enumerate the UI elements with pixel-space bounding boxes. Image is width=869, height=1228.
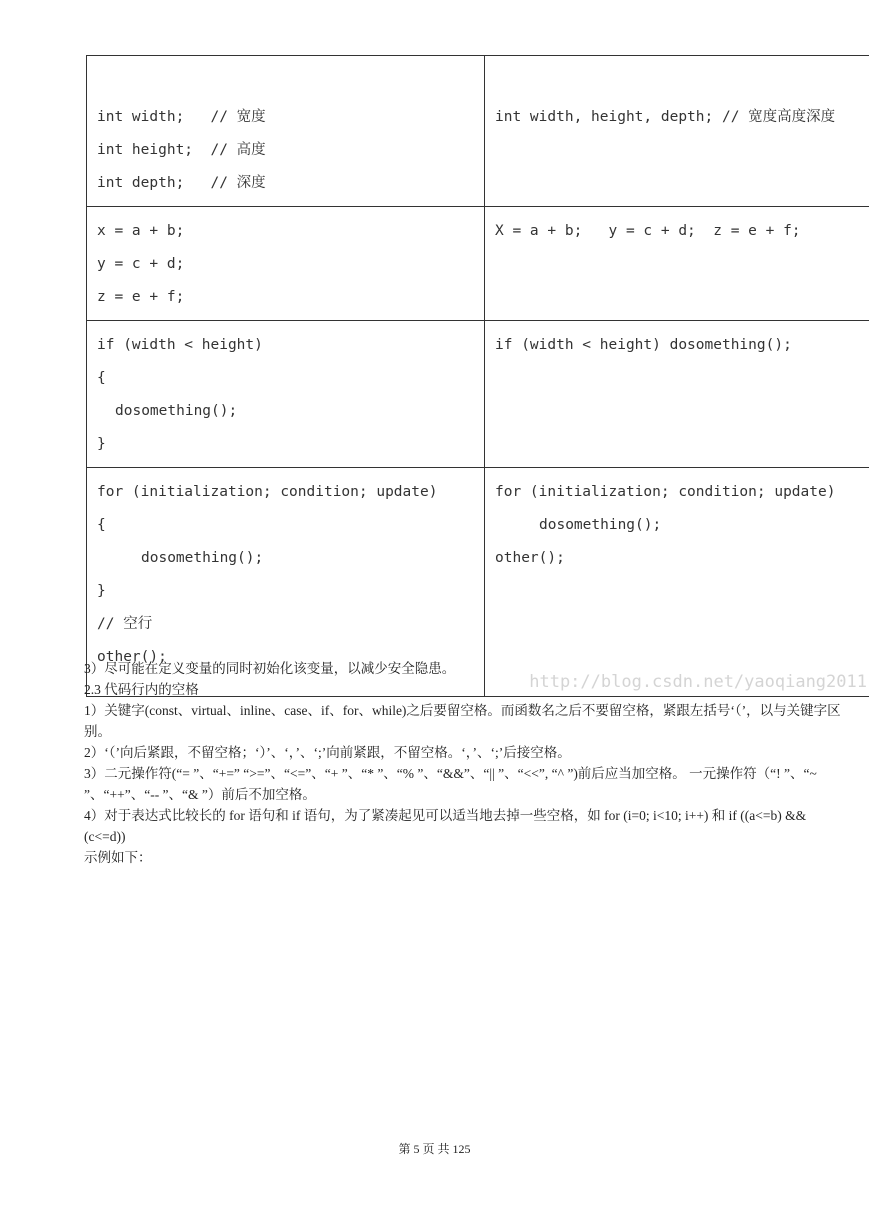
code-line: dosomething(); xyxy=(539,517,662,533)
table-cell-left xyxy=(87,321,485,468)
code-line: int height; // 高度 xyxy=(97,142,266,158)
paragraph: 2）‘（’向后紧跟，不留空格；‘）’、‘，’、‘;’向前紧跟，不留空格。‘，’、‘;’后接空格。 xyxy=(84,745,571,760)
code-line: // 空行 xyxy=(97,616,153,632)
table-cell-left xyxy=(87,207,485,321)
code-line: { xyxy=(97,517,106,533)
code-line: y = c + d; xyxy=(97,256,185,272)
table-cell-left xyxy=(87,56,485,207)
table-row xyxy=(87,56,869,207)
table-cell-right xyxy=(485,321,869,468)
table-row xyxy=(87,207,869,321)
code-line: x = a + b; xyxy=(97,223,185,239)
table-cell-right xyxy=(485,207,869,321)
code-line: dosomething(); xyxy=(141,550,264,566)
section-heading: 2.3 代码行内的空格 xyxy=(84,682,199,697)
code-line: { xyxy=(97,370,106,386)
code-line: z = e + f; xyxy=(97,289,185,305)
code-line: if (width < height) dosomething(); xyxy=(495,337,792,353)
code-line: } xyxy=(97,436,106,452)
code-line: dosomething(); xyxy=(115,403,238,419)
paragraph: 4）对于表达式比较长的 for 语句和 if 语句，为了紧凑起见可以适当地去掉一些空格，如 for (i=0; i<10; i++) 和 if ((a<=b) && (c<=d)) xyxy=(84,808,807,844)
code-line: other(); xyxy=(97,649,167,665)
paragraph: 3）二元操作符(“= ”、“+=” “>=”、“<=”、“+ ”、“* ”、“% ”、“&&”、“|| ”、“<<”, “^ ”)前后应当加空格。 一元操作符（“! ”、“~ ”、“++”、“-- ”、“& ”）前后不加空格。 xyxy=(84,766,817,802)
code-line: if (width < height) xyxy=(97,337,263,353)
code-line: } xyxy=(97,583,106,599)
table-row xyxy=(87,321,869,468)
code-line: int width; // 宽度 xyxy=(97,109,266,125)
code-line: for (initialization; condition; update) xyxy=(495,484,836,500)
watermark: http://blog.csdn.net/yaoqiang2011 xyxy=(529,672,867,692)
code-comparison-table xyxy=(86,55,869,697)
paragraph: 3）尽可能在定义变量的同时初始化该变量，以减少安全隐患。 xyxy=(84,661,456,676)
code-line: X = a + b; y = c + d; z = e + f; xyxy=(495,223,801,239)
code-line: int width, height, depth; // 宽度高度深度 xyxy=(495,109,836,125)
code-line: other(); xyxy=(495,550,565,566)
body-text xyxy=(84,658,844,868)
paragraph: 1）关键字(const、virtual、inline、case、if、for、while)之后要留空格。而函数名之后不要留空格，紧跟左括号‘（’，以与关键字区别。 xyxy=(84,703,841,739)
table-cell-right xyxy=(485,56,869,207)
code-line: for (initialization; condition; update) xyxy=(97,484,438,500)
paragraph: 示例如下： xyxy=(84,850,152,865)
code-line: int depth; // 深度 xyxy=(97,175,266,191)
page-footer: 第 5 页 共 125 xyxy=(398,1142,471,1156)
